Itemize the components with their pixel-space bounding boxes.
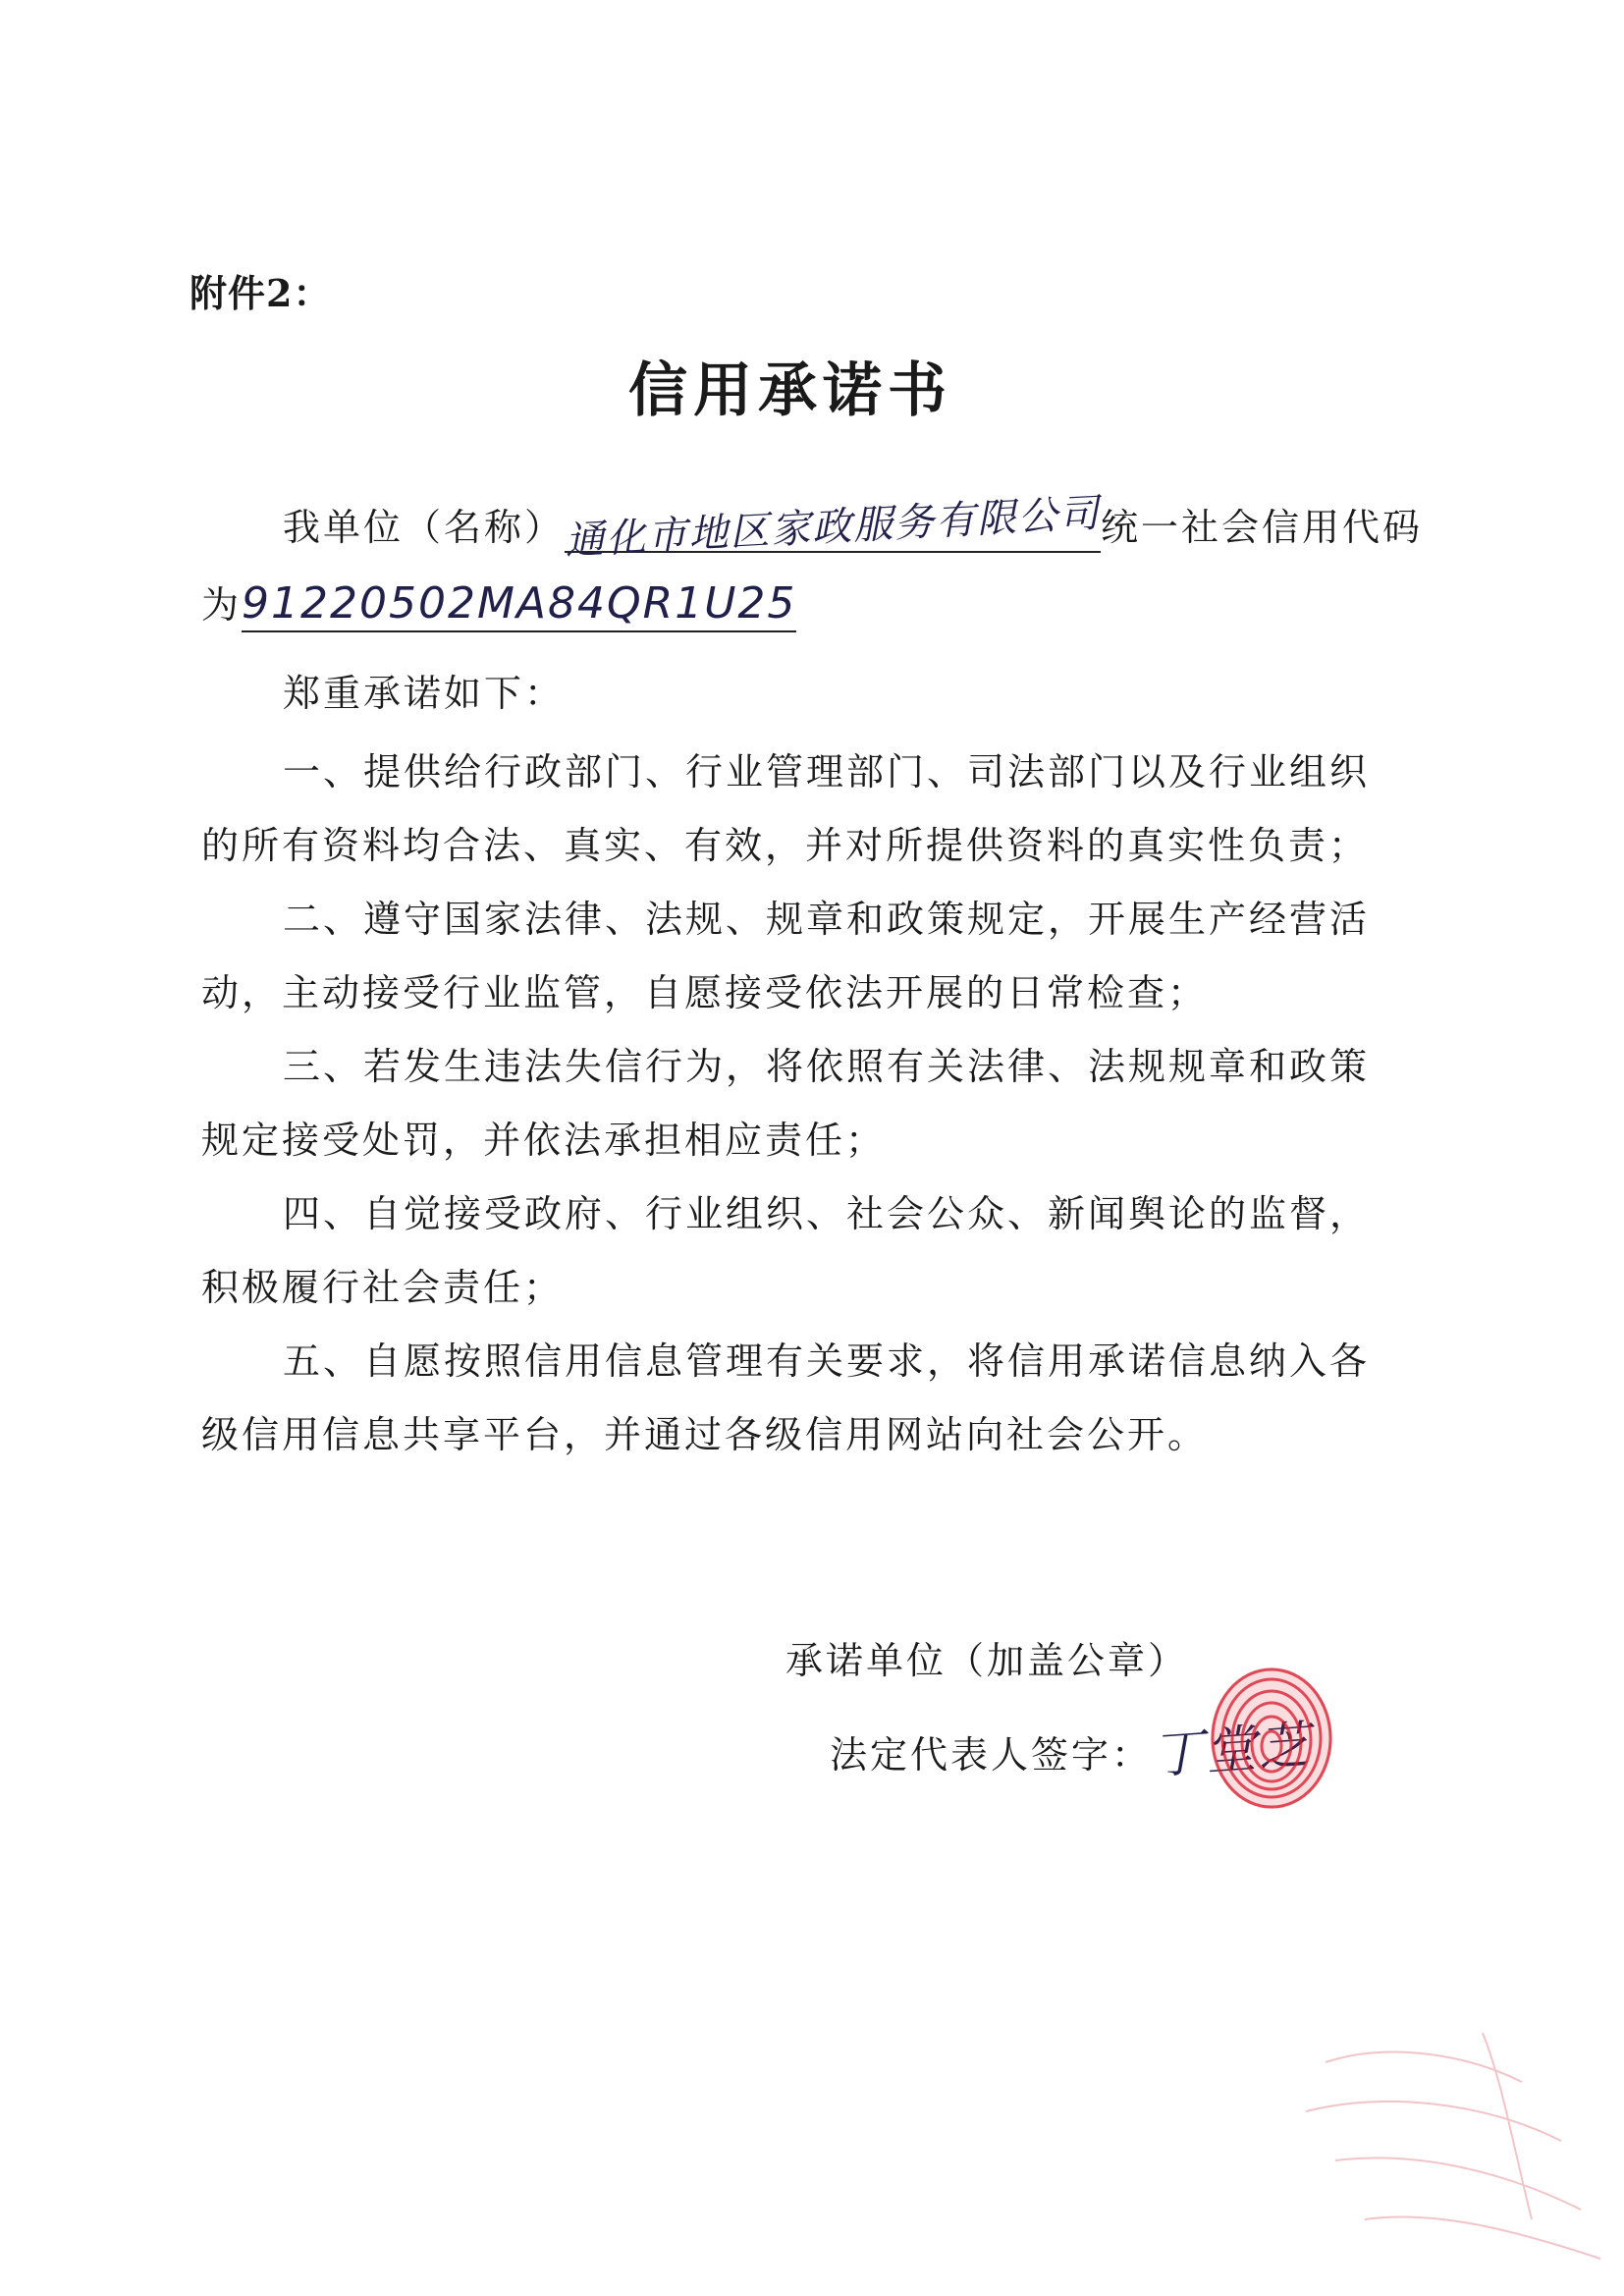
sign-unit-label: 承诺单位（加盖公章） xyxy=(785,1639,1189,1682)
bleed-through-mark xyxy=(1267,2023,1620,2278)
code-prefix: 为 xyxy=(201,583,243,627)
item5-line1: 五、自愿按照信用信息管理有关要求，将信用承诺信息纳入各 xyxy=(283,1339,1371,1383)
signature-handwritten: 丁堂芝 xyxy=(1150,1716,1314,1786)
item2-line1: 二、遵守国家法律、法规、规章和政策规定，开展生产经营活 xyxy=(283,898,1371,941)
fingerprint-mark xyxy=(1198,1660,1345,1817)
item3-line1: 三、若发生违法失信行为，将依照有关法律、法规规章和政策 xyxy=(283,1045,1371,1088)
org-prefix: 我单位（名称） xyxy=(283,506,566,549)
document-title: 信用承诺书 xyxy=(628,356,952,425)
org-suffix: 统一社会信用代码 xyxy=(1101,506,1424,549)
item1-line1: 一、提供给行政部门、行业管理部门、司法部门以及行业组织 xyxy=(283,750,1371,793)
sign-rep-label: 法定代表人签字： xyxy=(830,1733,1153,1777)
item1-line2: 的所有资料均合法、真实、有效，并对所提供资料的真实性负责； xyxy=(201,824,1370,867)
org-name-handwritten: 通化市地区家政服务有限公司 xyxy=(564,490,1103,565)
credit-code-handwritten: 91220502MA84QR1U25 xyxy=(242,578,797,629)
credit-code-line xyxy=(201,574,796,632)
item4-line1: 四、自觉接受政府、行业组织、社会公众、新闻舆论的监督， xyxy=(283,1192,1371,1235)
attachment-label: 附件2： xyxy=(189,271,332,315)
item5-line2: 级信用信息共享平台，并通过各级信用网站向社会公开。 xyxy=(201,1413,1209,1456)
pledge-intro: 郑重承诺如下： xyxy=(283,672,566,715)
item3-line2: 规定接受处罚，并依法承担相应责任； xyxy=(201,1119,887,1162)
item4-line2: 积极履行社会责任； xyxy=(201,1266,565,1309)
item2-line2: 动，主动接受行业监管，自愿接受依法开展的日常检查； xyxy=(201,971,1209,1014)
organization-line xyxy=(283,490,1424,565)
